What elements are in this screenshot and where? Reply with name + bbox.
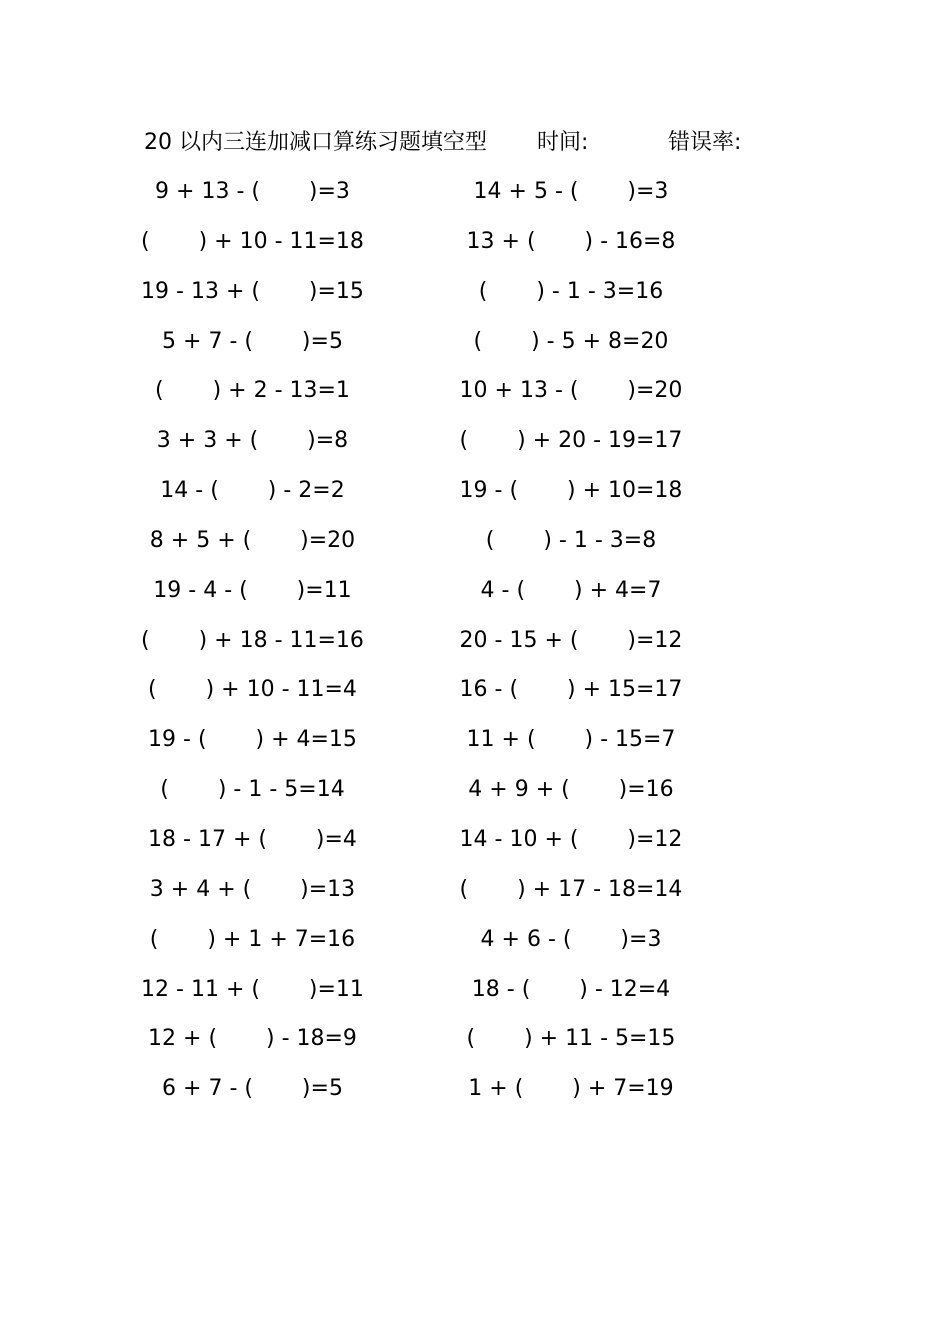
problem-item: ( ) - 1 - 3=16 <box>478 278 664 304</box>
problem-item: ( ) + 20 - 19=17 <box>459 428 683 454</box>
worksheet-header <box>144 126 784 160</box>
problem-item: 18 - 17 + ( )=4 <box>148 826 357 852</box>
problem-item: ( ) + 10 - 11=18 <box>141 228 364 254</box>
problem-item: 5 + 7 - ( )=5 <box>162 328 343 354</box>
time-label: 时间: <box>537 130 589 155</box>
problem-item: 4 - ( ) + 4=7 <box>480 577 662 603</box>
problem-item: ( ) + 17 - 18=14 <box>459 876 683 902</box>
problem-item: ( ) - 5 + 8=20 <box>473 328 669 354</box>
right-problem-column <box>456 172 686 1119</box>
left-problem-column <box>140 172 365 1119</box>
problem-item: ( ) + 18 - 11=16 <box>141 627 364 653</box>
problem-item: 11 + ( ) - 15=7 <box>466 727 676 753</box>
problem-item: 19 - ( ) + 4=15 <box>148 727 357 753</box>
problem-item: 13 + ( ) - 16=8 <box>466 228 676 254</box>
error-rate-label: 错误率: <box>668 130 742 155</box>
problem-item: 16 - ( ) + 15=17 <box>459 677 683 703</box>
problem-item: ( ) + 11 - 5=15 <box>466 1026 676 1052</box>
problem-item: 19 - 4 - ( )=11 <box>153 577 352 603</box>
problem-item: ( ) + 10 - 11=4 <box>148 677 357 703</box>
problem-item: 8 + 5 + ( )=20 <box>149 527 356 553</box>
problem-item: 14 - 10 + ( )=12 <box>459 826 683 852</box>
problem-item: 20 - 15 + ( )=12 <box>459 627 683 653</box>
problem-item: 3 + 4 + ( )=13 <box>149 876 356 902</box>
problem-item: 12 + ( ) - 18=9 <box>148 1026 357 1052</box>
problem-item: 3 + 3 + ( )=8 <box>156 428 349 454</box>
problem-item: 6 + 7 - ( )=5 <box>162 1076 343 1102</box>
problem-item: ( ) - 1 - 3=8 <box>485 527 657 553</box>
problem-item: ( ) - 1 - 5=14 <box>160 777 345 803</box>
problem-item: 10 + 13 - ( )=20 <box>459 378 683 404</box>
problem-item: ( ) + 2 - 13=1 <box>155 378 350 404</box>
problem-item: ( ) + 1 + 7=16 <box>149 926 356 952</box>
problem-item: 4 + 9 + ( )=16 <box>468 777 674 803</box>
problem-item: 4 + 6 - ( )=3 <box>480 926 662 952</box>
problem-item: 14 + 5 - ( )=3 <box>473 179 669 204</box>
problem-item: 19 - 13 + ( )=15 <box>141 278 364 304</box>
problem-item: 18 - ( ) - 12=4 <box>471 976 671 1002</box>
problem-item: 19 - ( ) + 10=18 <box>459 478 683 504</box>
problem-item: 1 + ( ) + 7=19 <box>468 1076 674 1102</box>
problem-item: 9 + 13 - ( )=3 <box>155 179 350 204</box>
problem-item: 12 - 11 + ( )=11 <box>141 976 364 1002</box>
problem-item: 14 - ( ) - 2=2 <box>160 478 345 504</box>
worksheet-title: 20 以内三连加减口算练习题填空型 <box>144 130 487 155</box>
